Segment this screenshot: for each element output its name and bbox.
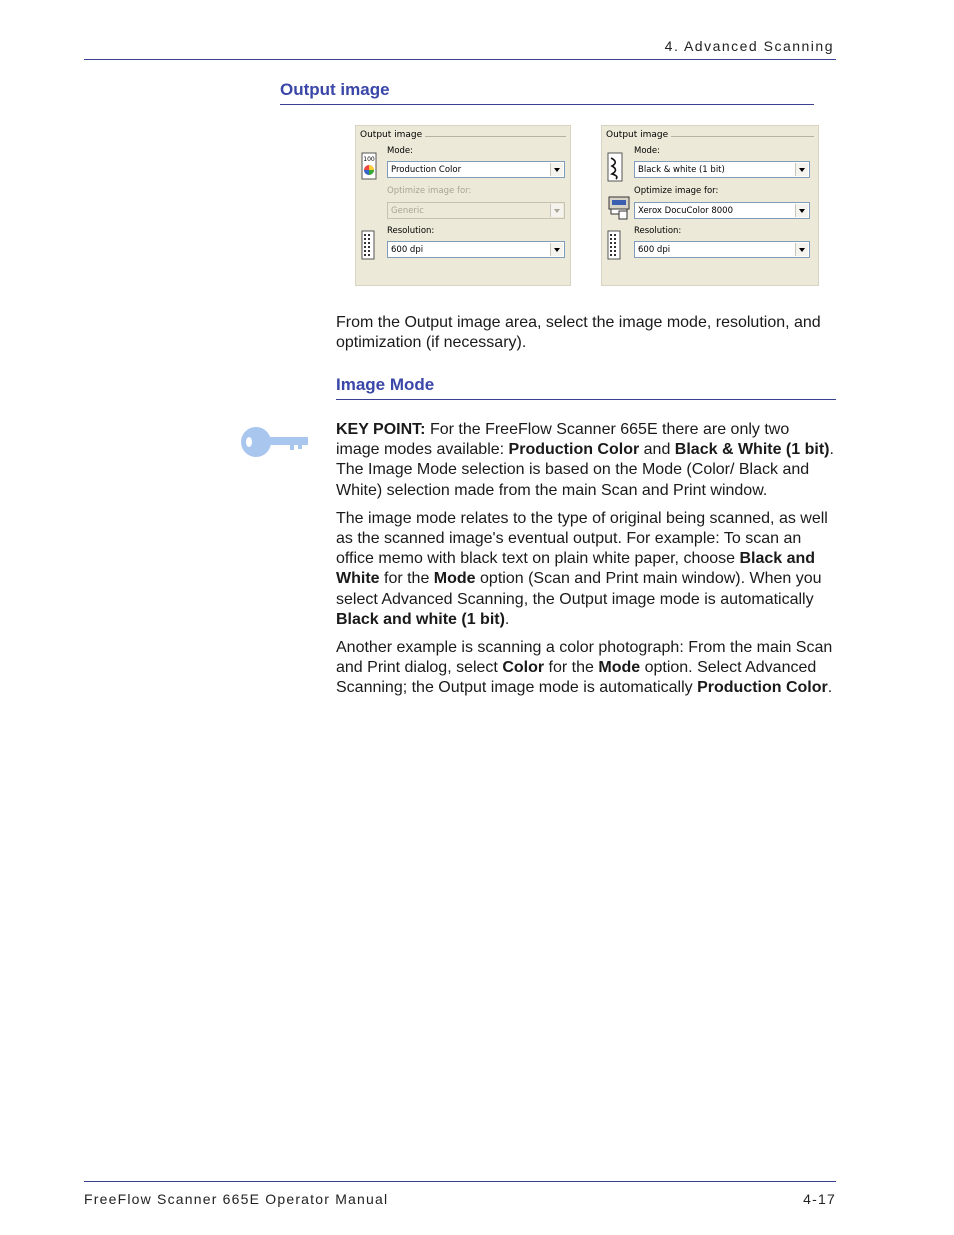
mode-label: Mode: bbox=[634, 146, 661, 156]
optimize-label: Optimize image for: bbox=[634, 186, 719, 196]
color-photo-paragraph: Another example is scanning a color photograph: From the main Scan and Print dialog, select Color for the Mode option. Select Advanced Scanning; the Output image mode is automatically Production Color. bbox=[336, 639, 833, 697]
key-icon bbox=[240, 425, 310, 459]
output-image-panel-bw bbox=[601, 125, 819, 286]
color-mode-icon bbox=[361, 152, 377, 180]
output-image-panel-color bbox=[355, 125, 571, 286]
intro-text: From the Output image area, select the image mode, resolution, and optimization (if necessary). bbox=[336, 314, 821, 352]
bw-mode-icon bbox=[607, 152, 623, 182]
resolution-select[interactable] bbox=[634, 241, 810, 258]
mode-select-value: Black & white (1 bit) bbox=[638, 165, 725, 175]
resolution-icon bbox=[607, 230, 621, 260]
panel-legend: Output image bbox=[360, 130, 425, 140]
chevron-down-icon[interactable] bbox=[550, 163, 563, 176]
mode-select-value: Production Color bbox=[391, 165, 462, 175]
image-mode-heading: Image Mode bbox=[336, 375, 435, 394]
intro-paragraph bbox=[336, 313, 836, 361]
optimize-label: Optimize image for: bbox=[387, 186, 472, 196]
svg-text:100: 100 bbox=[363, 156, 375, 163]
resolution-select-value: 600 dpi bbox=[638, 245, 671, 255]
printer-icon bbox=[607, 194, 631, 220]
header-rule bbox=[84, 59, 836, 60]
resolution-select[interactable] bbox=[387, 241, 565, 258]
key-point-paragraph: KEY POINT: For the FreeFlow Scanner 665E there are only two image modes available: Production Color and Black & White (1 bit). The Image Mode selection is based on the Mode (Color/ Black and White) selection made from the main Scan and Print window. bbox=[336, 421, 834, 499]
chevron-down-icon[interactable] bbox=[795, 163, 808, 176]
optimize-select-value: Generic bbox=[391, 206, 424, 216]
resolution-icon bbox=[361, 230, 375, 260]
resolution-label: Resolution: bbox=[634, 226, 682, 236]
resolution-select-value: 600 dpi bbox=[391, 245, 424, 255]
mode-label: Mode: bbox=[387, 146, 414, 156]
mode-select[interactable] bbox=[634, 161, 810, 178]
optimize-select[interactable] bbox=[387, 202, 565, 219]
image-mode-heading-rule bbox=[336, 399, 836, 400]
image-mode-body bbox=[336, 420, 836, 707]
key-point-label: KEY POINT: bbox=[336, 421, 426, 438]
chevron-down-icon[interactable] bbox=[795, 204, 808, 217]
chevron-down-icon[interactable] bbox=[550, 243, 563, 256]
output-image-heading: Output image bbox=[280, 80, 390, 99]
optimize-select-value: Xerox DocuColor 8000 bbox=[638, 206, 733, 216]
resolution-label: Resolution: bbox=[387, 226, 435, 236]
chevron-down-icon[interactable] bbox=[795, 243, 808, 256]
mode-select[interactable] bbox=[387, 161, 565, 178]
page-number: 4-17 bbox=[803, 1191, 836, 1207]
manual-title: FreeFlow Scanner 665E Operator Manual bbox=[84, 1191, 389, 1207]
panel-legend: Output image bbox=[606, 130, 671, 140]
office-memo-paragraph: The image mode relates to the type of original being scanned, as well as the scanned image's eventual output. For example: To scan an office memo with black text on plain white paper, choose Black and White for the Mode option (Scan and Print main window). When you select Advanced Scanning, the Output image mode is automatically Black and white (1 bit). bbox=[336, 509, 828, 628]
output-image-heading-rule bbox=[280, 104, 814, 105]
optimize-select[interactable] bbox=[634, 202, 810, 219]
footer-rule bbox=[84, 1181, 836, 1182]
running-header: 4. Advanced Scanning bbox=[664, 38, 834, 54]
chevron-down-icon[interactable] bbox=[550, 204, 563, 217]
